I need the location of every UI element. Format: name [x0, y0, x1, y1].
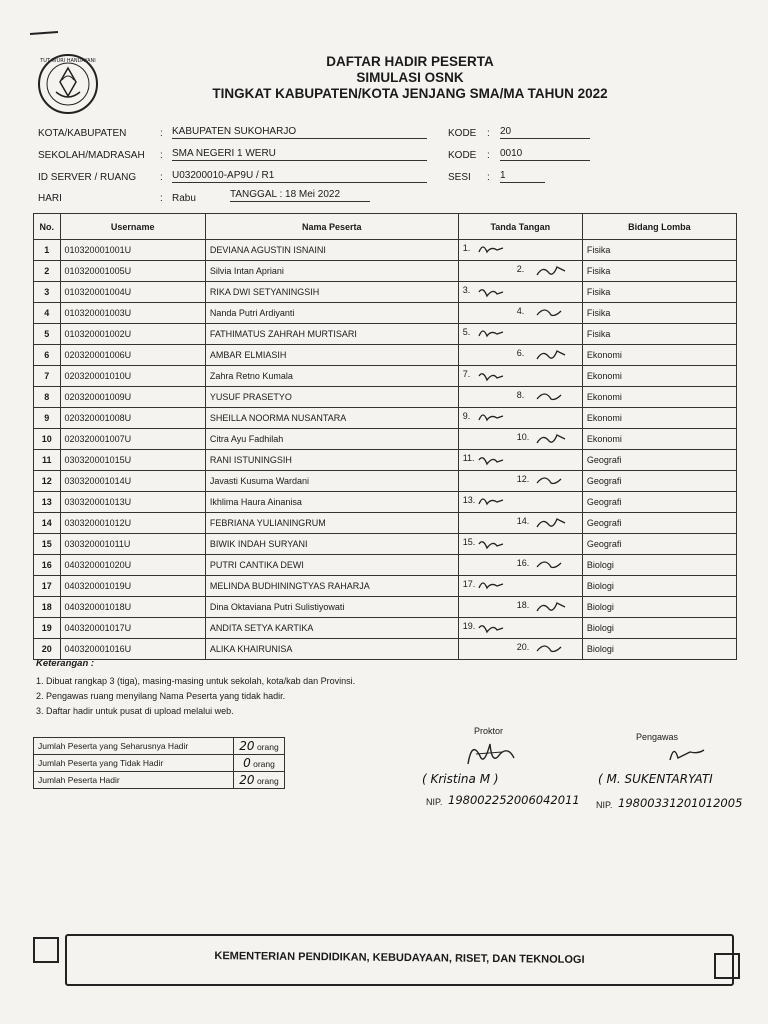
- sekolah-label: SEKOLAH/MADRASAH: [38, 150, 145, 161]
- field-cell: Geografi: [582, 534, 736, 555]
- table-row: [34, 429, 737, 450]
- tut-wuri-handayani-logo: [32, 52, 104, 116]
- signature-cell: [458, 597, 582, 618]
- table-row: [34, 366, 737, 387]
- username-cell: 040320001016U: [60, 639, 205, 660]
- header-tanda-tangan: Tanda Tangan: [458, 214, 582, 240]
- pengawas-name: ( M. SUKENTARYATI: [598, 772, 713, 786]
- handwritten-signature: [477, 410, 513, 426]
- username-cell: 040320001019U: [60, 576, 205, 597]
- kode2-label: KODE: [448, 150, 477, 161]
- colon: :: [487, 150, 490, 161]
- signature-cell: [458, 261, 582, 282]
- signature-number: 11.: [462, 453, 475, 463]
- signature-number: 15.: [462, 537, 476, 547]
- signature-number: 13.: [462, 495, 476, 505]
- row-number: 9: [34, 408, 61, 429]
- row-number: 6: [34, 345, 61, 366]
- field-cell: Ekonomi: [582, 366, 736, 387]
- handwritten-signature: [535, 347, 571, 363]
- summary-row: [34, 772, 285, 789]
- table-row: [34, 471, 737, 492]
- proktor-name: ( Kristina M ): [422, 772, 499, 786]
- field-cell: Ekonomi: [582, 345, 736, 366]
- pengawas-nip: 19800331201012005: [618, 796, 743, 810]
- signature-number: 5.: [462, 327, 471, 337]
- signature-cell: [458, 450, 582, 471]
- title-line-3: TINGKAT KABUPATEN/KOTA JENJANG SMA/MA TAHUN 2022: [212, 86, 608, 101]
- field-cell: Ekonomi: [582, 429, 736, 450]
- username-cell: 010320001004U: [60, 282, 205, 303]
- table-row: [34, 240, 737, 261]
- table-row: [34, 450, 737, 471]
- signature-number: 3.: [462, 285, 471, 295]
- summary-value: 20 orang: [234, 772, 285, 789]
- signature-cell: [458, 618, 582, 639]
- username-cell: 010320001003U: [60, 303, 205, 324]
- title-line-2: SIMULASI OSNK: [356, 70, 464, 85]
- signature-number: 18.: [516, 600, 530, 610]
- signature-cell: [458, 408, 582, 429]
- field-cell: Geografi: [582, 471, 736, 492]
- table-row: [34, 639, 737, 660]
- header-nama: Nama Peserta: [205, 214, 458, 240]
- name-cell: YUSUF PRASETYO: [205, 387, 458, 408]
- name-cell: RANI ISTUNINGSIH: [205, 450, 458, 471]
- row-number: 7: [34, 366, 61, 387]
- name-cell: Zahra Retno Kumala: [205, 366, 458, 387]
- signature-number: 20.: [516, 642, 530, 652]
- signature-cell: [458, 282, 582, 303]
- colon: :: [160, 128, 163, 139]
- hari-label: HARI: [38, 193, 62, 204]
- footer-text: KEMENTERIAN PENDIDIKAN, KEBUDAYAAN, RISET, DAN TEKNOLOGI: [214, 950, 585, 966]
- name-cell: ALIKA KHAIRUNISA: [205, 639, 458, 660]
- table-row: [34, 513, 737, 534]
- row-number: 8: [34, 387, 61, 408]
- corner-square: [33, 937, 59, 963]
- proktor-signature: [462, 736, 522, 772]
- sesi-label: SESI: [448, 172, 471, 183]
- name-cell: MELINDA BUDHININGTYAS RAHARJA: [205, 576, 458, 597]
- server-value: U03200010-AP9U / R1: [172, 170, 427, 183]
- table-row: [34, 282, 737, 303]
- username-cell: 040320001017U: [60, 618, 205, 639]
- signature-cell: [458, 534, 582, 555]
- signature-number: 6.: [516, 348, 525, 358]
- field-cell: Geografi: [582, 513, 736, 534]
- field-cell: Biologi: [582, 618, 736, 639]
- field-cell: Geografi: [582, 492, 736, 513]
- logo-text: TUT WURI HANDAYANI: [40, 58, 96, 64]
- pengawas-signature: [664, 742, 724, 766]
- note-item: 3. Daftar hadir untuk pusat di upload melalui web.: [36, 706, 234, 716]
- summary-table: [33, 737, 285, 789]
- handwritten-signature: [477, 368, 513, 384]
- signature-number: 1.: [462, 243, 471, 253]
- name-cell: ANDITA SETYA KARTIKA: [205, 618, 458, 639]
- field-cell: Fisika: [582, 303, 736, 324]
- table-row: [34, 534, 737, 555]
- field-cell: Fisika: [582, 261, 736, 282]
- tanggal-value: TANGGAL : 18 Mei 2022: [230, 189, 370, 202]
- colon: :: [160, 150, 163, 161]
- name-cell: AMBAR ELMIASIH: [205, 345, 458, 366]
- title-line-1: DAFTAR HADIR PESERTA: [326, 54, 494, 69]
- signature-cell: [458, 345, 582, 366]
- colon: :: [160, 172, 163, 183]
- signature-number: 17.: [462, 579, 476, 589]
- name-cell: FATHIMATUS ZAHRAH MURTISARI: [205, 324, 458, 345]
- pen-mark: [30, 31, 58, 35]
- username-cell: 030320001013U: [60, 492, 205, 513]
- field-cell: Fisika: [582, 282, 736, 303]
- name-cell: SHEILLA NOORMA NUSANTARA: [205, 408, 458, 429]
- signature-cell: [458, 471, 582, 492]
- sekolah-value: SMA NEGERI 1 WERU: [172, 148, 427, 161]
- field-cell: Ekonomi: [582, 408, 736, 429]
- summary-value: 0 orang: [234, 755, 285, 772]
- username-cell: 030320001011U: [60, 534, 205, 555]
- pengawas-label: Pengawas: [636, 732, 679, 742]
- row-number: 17: [34, 576, 61, 597]
- field-cell: Biologi: [582, 639, 736, 660]
- username-cell: 030320001015U: [60, 450, 205, 471]
- field-cell: Fisika: [582, 324, 736, 345]
- name-cell: Citra Ayu Fadhilah: [205, 429, 458, 450]
- colon: :: [487, 172, 490, 183]
- name-cell: Ikhlima Haura Ainanisa: [205, 492, 458, 513]
- username-cell: 010320001002U: [60, 324, 205, 345]
- username-cell: 010320001005U: [60, 261, 205, 282]
- handwritten-signature: [535, 305, 571, 321]
- signature-number: 14.: [516, 516, 530, 526]
- server-label: ID SERVER / RUANG: [38, 172, 137, 183]
- kota-label: KOTA/KABUPATEN: [38, 128, 127, 139]
- row-number: 16: [34, 555, 61, 576]
- signature-cell: [458, 429, 582, 450]
- row-number: 12: [34, 471, 61, 492]
- name-cell: DEVIANA AGUSTIN ISNAINI: [205, 240, 458, 261]
- signature-number: 2.: [516, 264, 525, 274]
- signature-number: 16.: [516, 558, 530, 568]
- signature-cell: [458, 240, 582, 261]
- handwritten-signature: [535, 389, 571, 405]
- name-cell: RIKA DWI SETYANINGSIH: [205, 282, 458, 303]
- field-cell: Fisika: [582, 240, 736, 261]
- name-cell: Dina Oktaviana Putri Sulistiyowati: [205, 597, 458, 618]
- row-number: 14: [34, 513, 61, 534]
- signature-cell: [458, 576, 582, 597]
- handwritten-signature: [477, 326, 513, 342]
- username-cell: 010320001001U: [60, 240, 205, 261]
- signature-number: 9.: [462, 411, 471, 421]
- table-row: [34, 492, 737, 513]
- username-cell: 030320001014U: [60, 471, 205, 492]
- signature-number: 19.: [462, 621, 476, 631]
- handwritten-signature: [535, 263, 571, 279]
- colon: :: [487, 128, 490, 139]
- name-cell: Nanda Putri Ardiyanti: [205, 303, 458, 324]
- table-row: [34, 618, 737, 639]
- signature-cell: [458, 324, 582, 345]
- username-cell: 020320001008U: [60, 408, 205, 429]
- proktor-nip: 198002252006042011: [448, 793, 580, 807]
- table-row: [34, 408, 737, 429]
- handwritten-signature: [477, 536, 513, 552]
- handwritten-signature: [535, 557, 571, 573]
- username-cell: 020320001007U: [60, 429, 205, 450]
- signature-cell: [458, 639, 582, 660]
- table-row: [34, 261, 737, 282]
- username-cell: 040320001020U: [60, 555, 205, 576]
- handwritten-signature: [477, 578, 513, 594]
- row-number: 10: [34, 429, 61, 450]
- name-cell: FEBRIANA YULIANINGRUM: [205, 513, 458, 534]
- table-row: [34, 576, 737, 597]
- summary-row: [34, 755, 285, 772]
- summary-row: [34, 738, 285, 755]
- summary-label: Jumlah Peserta yang Seharusnya Hadir: [34, 738, 234, 755]
- pengawas-nip-label: NIP.: [596, 800, 613, 810]
- row-number: 2: [34, 261, 61, 282]
- table-row: [34, 303, 737, 324]
- row-number: 11: [34, 450, 61, 471]
- signature-cell: [458, 513, 582, 534]
- signature-cell: [458, 387, 582, 408]
- row-number: 19: [34, 618, 61, 639]
- handwritten-signature: [477, 620, 513, 636]
- summary-label: Jumlah Peserta Hadir: [34, 772, 234, 789]
- summary-value: 20 orang: [234, 738, 285, 755]
- notes-title: Keterangan :: [36, 658, 95, 669]
- hari-value: Rabu: [172, 193, 196, 204]
- handwritten-signature: [535, 473, 571, 489]
- handwritten-signature: [477, 452, 513, 468]
- colon: :: [160, 193, 163, 204]
- kode1-label: KODE: [448, 128, 477, 139]
- corner-square: [714, 953, 740, 979]
- row-number: 13: [34, 492, 61, 513]
- note-item: 1. Dibuat rangkap 3 (tiga), masing-masing untuk sekolah, kota/kab dan Provinsi.: [36, 676, 356, 686]
- kode2-value: 0010: [500, 148, 590, 161]
- table-row: [34, 387, 737, 408]
- username-cell: 020320001009U: [60, 387, 205, 408]
- handwritten-signature: [535, 515, 571, 531]
- name-cell: Silvia Intan Apriani: [205, 261, 458, 282]
- signature-number: 8.: [516, 390, 525, 400]
- note-item: 2. Pengawas ruang menyilang Nama Peserta yang tidak hadir.: [36, 691, 286, 701]
- sesi-value: 1: [500, 170, 545, 183]
- name-cell: PUTRI CANTIKA DEWI: [205, 555, 458, 576]
- handwritten-signature: [477, 242, 513, 258]
- summary-label: Jumlah Peserta yang Tidak Hadir: [34, 755, 234, 772]
- username-cell: 030320001012U: [60, 513, 205, 534]
- signature-cell: [458, 492, 582, 513]
- proktor-label: Proktor: [474, 726, 504, 736]
- handwritten-signature: [477, 284, 513, 300]
- field-cell: Geografi: [582, 450, 736, 471]
- field-cell: Ekonomi: [582, 387, 736, 408]
- kode1-value: 20: [500, 126, 590, 139]
- field-cell: Biologi: [582, 555, 736, 576]
- table-row: [34, 324, 737, 345]
- kota-value: KABUPATEN SUKOHARJO: [172, 126, 427, 139]
- row-number: 15: [34, 534, 61, 555]
- header-no: No.: [34, 214, 61, 240]
- attendance-table: [33, 213, 737, 660]
- signature-number: 12.: [516, 474, 530, 484]
- table-row: [34, 345, 737, 366]
- row-number: 20: [34, 639, 61, 660]
- field-cell: Biologi: [582, 597, 736, 618]
- handwritten-signature: [535, 599, 571, 615]
- handwritten-signature: [535, 641, 571, 657]
- signature-cell: [458, 366, 582, 387]
- row-number: 18: [34, 597, 61, 618]
- header-bidang: Bidang Lomba: [582, 214, 736, 240]
- handwritten-signature: [535, 431, 571, 447]
- field-cell: Biologi: [582, 576, 736, 597]
- handwritten-signature: [477, 494, 513, 510]
- signature-number: 7.: [462, 369, 471, 379]
- table-row: [34, 555, 737, 576]
- row-number: 5: [34, 324, 61, 345]
- username-cell: 020320001006U: [60, 345, 205, 366]
- signature-cell: [458, 555, 582, 576]
- table-header-row: [34, 214, 737, 240]
- row-number: 1: [34, 240, 61, 261]
- username-cell: 040320001018U: [60, 597, 205, 618]
- signature-number: 4.: [516, 306, 525, 316]
- name-cell: BIWIK INDAH SURYANI: [205, 534, 458, 555]
- row-number: 3: [34, 282, 61, 303]
- signature-cell: [458, 303, 582, 324]
- name-cell: Javasti Kusuma Wardani: [205, 471, 458, 492]
- row-number: 4: [34, 303, 61, 324]
- proktor-nip-label: NIP.: [426, 797, 443, 807]
- signature-number: 10.: [516, 432, 530, 442]
- table-row: [34, 597, 737, 618]
- username-cell: 020320001010U: [60, 366, 205, 387]
- header-username: Username: [60, 214, 205, 240]
